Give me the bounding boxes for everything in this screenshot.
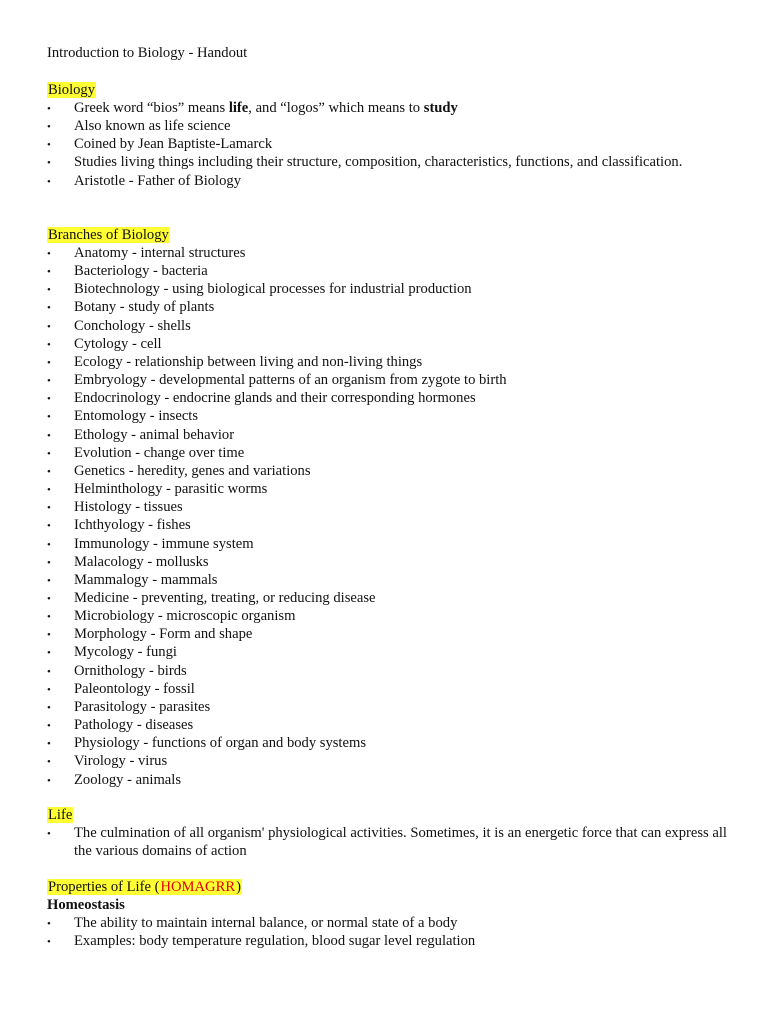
list-item: • Bacteriology - bacteria bbox=[47, 262, 737, 280]
list-item: • Microbiology - microscopic organism bbox=[47, 607, 737, 625]
section-heading-properties: Properties of Life (HOMAGRR) bbox=[48, 879, 241, 895]
list-item: • Immunology - immune system bbox=[47, 535, 737, 553]
list-item: • Morphology - Form and shape bbox=[47, 625, 737, 643]
list-item: • Aristotle - Father of Biology bbox=[47, 172, 737, 190]
list-item: • Ethology - animal behavior bbox=[47, 426, 737, 444]
list-item: • Medicine - preventing, treating, or reducing disease bbox=[47, 589, 737, 607]
section-life bbox=[47, 806, 737, 860]
list-item: • Studies living things including their structure, composition, characteristics, functions, and classification. bbox=[47, 153, 737, 171]
branches-list bbox=[47, 244, 737, 789]
list-item: • Also known as life science bbox=[47, 117, 737, 135]
section-biology bbox=[47, 81, 737, 190]
list-item: • Ichthyology - fishes bbox=[47, 516, 737, 534]
list-item: • The culmination of all organism' physiological activities. Sometimes, it is an energetic force that can express all the various domains of action bbox=[47, 824, 737, 860]
list-item: • Endocrinology - endocrine glands and their corresponding hormones bbox=[47, 389, 737, 407]
biology-list bbox=[47, 99, 737, 190]
subheading-homeostasis: Homeostasis bbox=[47, 897, 125, 913]
list-item: • Biotechnology - using biological processes for industrial production bbox=[47, 280, 737, 298]
list-item: • Examples: body temperature regulation, blood sugar level regulation bbox=[47, 932, 737, 950]
homeostasis-list bbox=[47, 914, 737, 950]
list-item: • Embryology - developmental patterns of an organism from zygote to birth bbox=[47, 371, 737, 389]
life-list bbox=[47, 824, 737, 860]
acronym-homagrr: HOMAGRR bbox=[160, 879, 236, 895]
list-item: • Anatomy - internal structures bbox=[47, 244, 737, 262]
list-item: • Malacology - mollusks bbox=[47, 553, 737, 571]
list-item: • Genetics - heredity, genes and variations bbox=[47, 462, 737, 480]
section-properties bbox=[47, 878, 737, 950]
list-item: • Mycology - fungi bbox=[47, 643, 737, 661]
list-item: • Zoology - animals bbox=[47, 771, 737, 789]
list-item: • Pathology - diseases bbox=[47, 716, 737, 734]
list-item: • Histology - tissues bbox=[47, 498, 737, 516]
list-item: • Cytology - cell bbox=[47, 335, 737, 353]
list-item: • The ability to maintain internal balance, or normal state of a body bbox=[47, 914, 737, 932]
list-item: • Physiology - functions of organ and body systems bbox=[47, 734, 737, 752]
list-item: • Virology - virus bbox=[47, 752, 737, 770]
list-item: • Paleontology - fossil bbox=[47, 680, 737, 698]
list-item: • Greek word “bios” means life, and “logos” which means to study bbox=[47, 99, 737, 117]
list-item: • Helminthology - parasitic worms bbox=[47, 480, 737, 498]
list-item: • Ornithology - birds bbox=[47, 662, 737, 680]
list-item: • Parasitology - parasites bbox=[47, 698, 737, 716]
list-item: • Coined by Jean Baptiste-Lamarck bbox=[47, 135, 737, 153]
list-item: • Ecology - relationship between living and non-living things bbox=[47, 353, 737, 371]
list-item: • Conchology - shells bbox=[47, 317, 737, 335]
section-heading-biology: Biology bbox=[48, 82, 96, 98]
list-item: • Mammalogy - mammals bbox=[47, 571, 737, 589]
document-title: Introduction to Biology - Handout bbox=[47, 45, 248, 61]
list-item: • Botany - study of plants bbox=[47, 298, 737, 316]
section-branches bbox=[47, 226, 737, 789]
list-item: • Entomology - insects bbox=[47, 407, 737, 425]
section-heading-life: Life bbox=[48, 807, 73, 823]
list-item: • Evolution - change over time bbox=[47, 444, 737, 462]
section-heading-branches: Branches of Biology bbox=[48, 227, 169, 243]
